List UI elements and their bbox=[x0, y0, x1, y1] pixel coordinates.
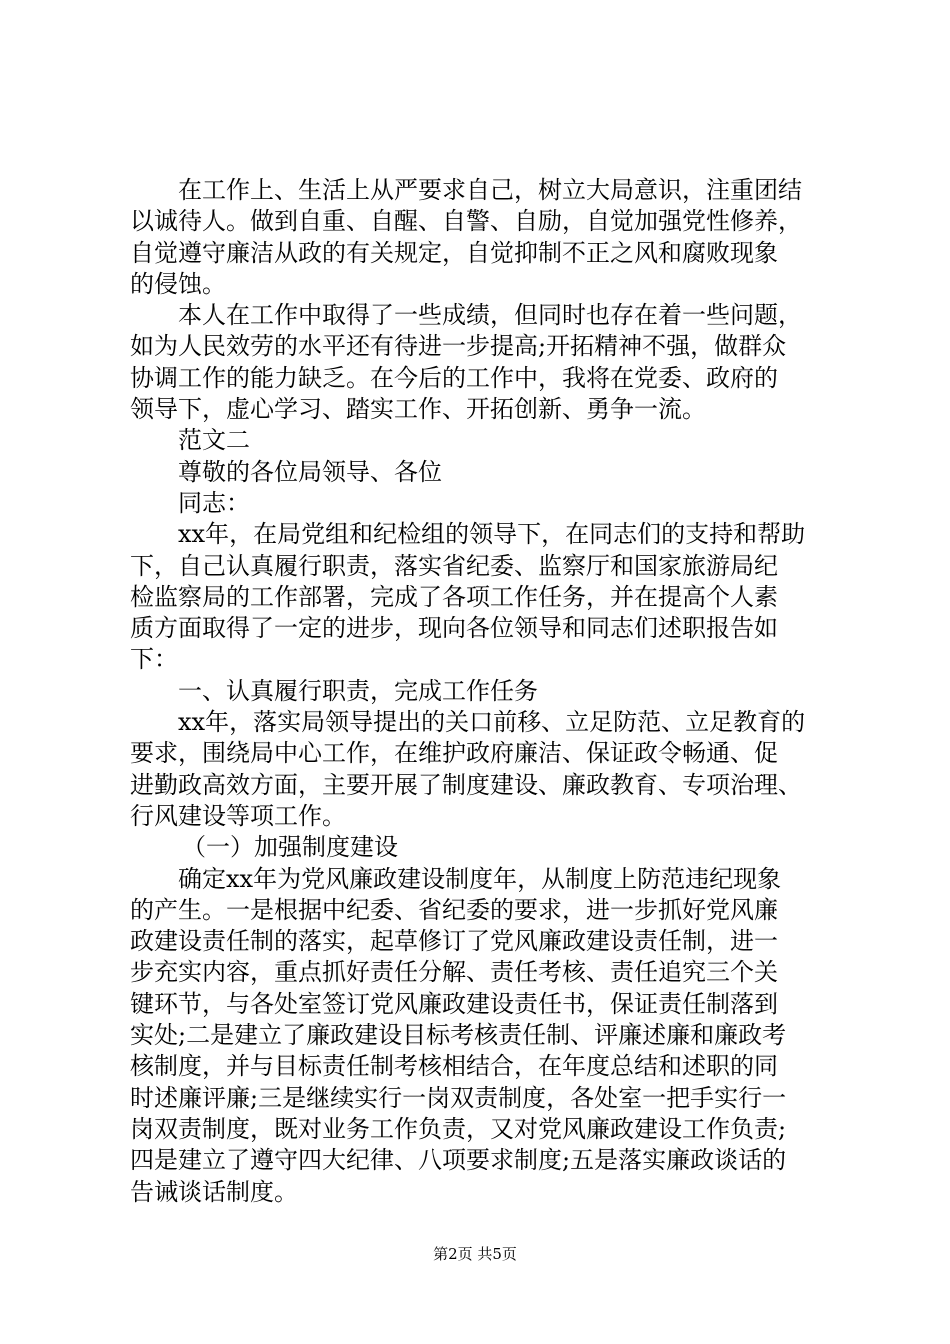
paragraph-line: 时述廉评廉;三是继续实行一岗双责制度，各处室一把手实行一 bbox=[130, 1083, 787, 1112]
paragraph-line: 检监察局的工作部署，完成了各项工作任务，并在提高个人素 bbox=[130, 582, 778, 611]
paragraph-line: xx年，落实局领导提出的关口前移、立足防范、立足教育的 bbox=[178, 708, 806, 737]
paragraph-line: xx年，在局党组和纪检组的领导下，在同志们的支持和帮助 bbox=[178, 520, 806, 549]
paragraph-line: 如为人民效劳的水平还有待进一步提高;开拓精神不强，做群众 bbox=[130, 332, 787, 361]
paragraph-line: 的侵蚀。 bbox=[130, 269, 226, 298]
paragraph-line: 告诫谈话制度。 bbox=[130, 1177, 298, 1206]
paragraph-line: 岗双责制度，既对业务工作负责，又对党风廉政建设工作负责; bbox=[130, 1114, 787, 1143]
section-heading: 一、认真履行职责，完成工作任务 bbox=[178, 676, 538, 705]
paragraph-line: 步充实内容，重点抓好责任分解、责任考核、责任追究三个关 bbox=[130, 958, 778, 987]
page-footer: 第2页 共5页 bbox=[433, 1245, 517, 1263]
paragraph-line: 键环节，与各处室签订党风廉政建设责任书，保证责任制落到 bbox=[130, 989, 778, 1018]
paragraph-line: 自觉遵守廉洁从政的有关规定，自觉抑制不正之风和腐败现象 bbox=[130, 238, 778, 267]
salutation-line: 尊敬的各位局领导、各位 bbox=[178, 457, 442, 486]
paragraph-line: 进勤政高效方面，主要开展了制度建设、廉政教育、专项治理、 bbox=[130, 770, 802, 799]
paragraph-line: 协调工作的能力缺乏。在今后的工作中，我将在党委、政府的 bbox=[130, 363, 778, 392]
paragraph-line: 确定xx年为党风廉政建设制度年，从制度上防范违纪现象 bbox=[178, 864, 782, 893]
paragraph-line: 要求，围绕局中心工作，在维护政府廉洁、保证政令畅通、促 bbox=[130, 739, 778, 768]
section-heading: 范文二 bbox=[178, 426, 250, 455]
paragraph-line: 本人在工作中取得了一些成绩，但同时也存在着一些问题， bbox=[178, 301, 802, 330]
paragraph-line: 下，自己认真履行职责，落实省纪委、监察厅和国家旅游局纪 bbox=[130, 551, 778, 580]
paragraph-line: 的产生。一是根据中纪委、省纪委的要求，进一步抓好党风廉 bbox=[130, 895, 778, 924]
paragraph-line: 实处;二是建立了廉政建设目标考核责任制、评廉述廉和廉政考 bbox=[130, 1021, 787, 1050]
paragraph-line: 领导下，虚心学习、踏实工作、开拓创新、勇争一流。 bbox=[130, 395, 706, 424]
paragraph-line: 在工作上、生活上从严要求自己，树立大局意识，注重团结 bbox=[178, 176, 802, 204]
paragraph-line: 四是建立了遵守四大纪律、八项要求制度;五是落实廉政谈话的 bbox=[130, 1146, 787, 1175]
document-body bbox=[130, 175, 830, 1208]
paragraph-line: 下： bbox=[130, 645, 178, 674]
paragraph-line: 质方面取得了一定的进步，现向各位领导和同志们述职报告如 bbox=[130, 614, 778, 643]
paragraph-line: 核制度，并与目标责任制考核相结合，在年度总结和述职的同 bbox=[130, 1052, 778, 1081]
subsection-heading: （一）加强制度建设 bbox=[182, 833, 398, 862]
paragraph-line: 以诚待人。做到自重、自醒、自警、自励，自觉加强党性修养， bbox=[130, 207, 802, 236]
salutation-line: 同志： bbox=[178, 488, 250, 517]
paragraph-line: 政建设责任制的落实，起草修订了党风廉政建设责任制，进一 bbox=[130, 927, 778, 956]
paragraph-line: 行风建设等项工作。 bbox=[130, 801, 346, 830]
